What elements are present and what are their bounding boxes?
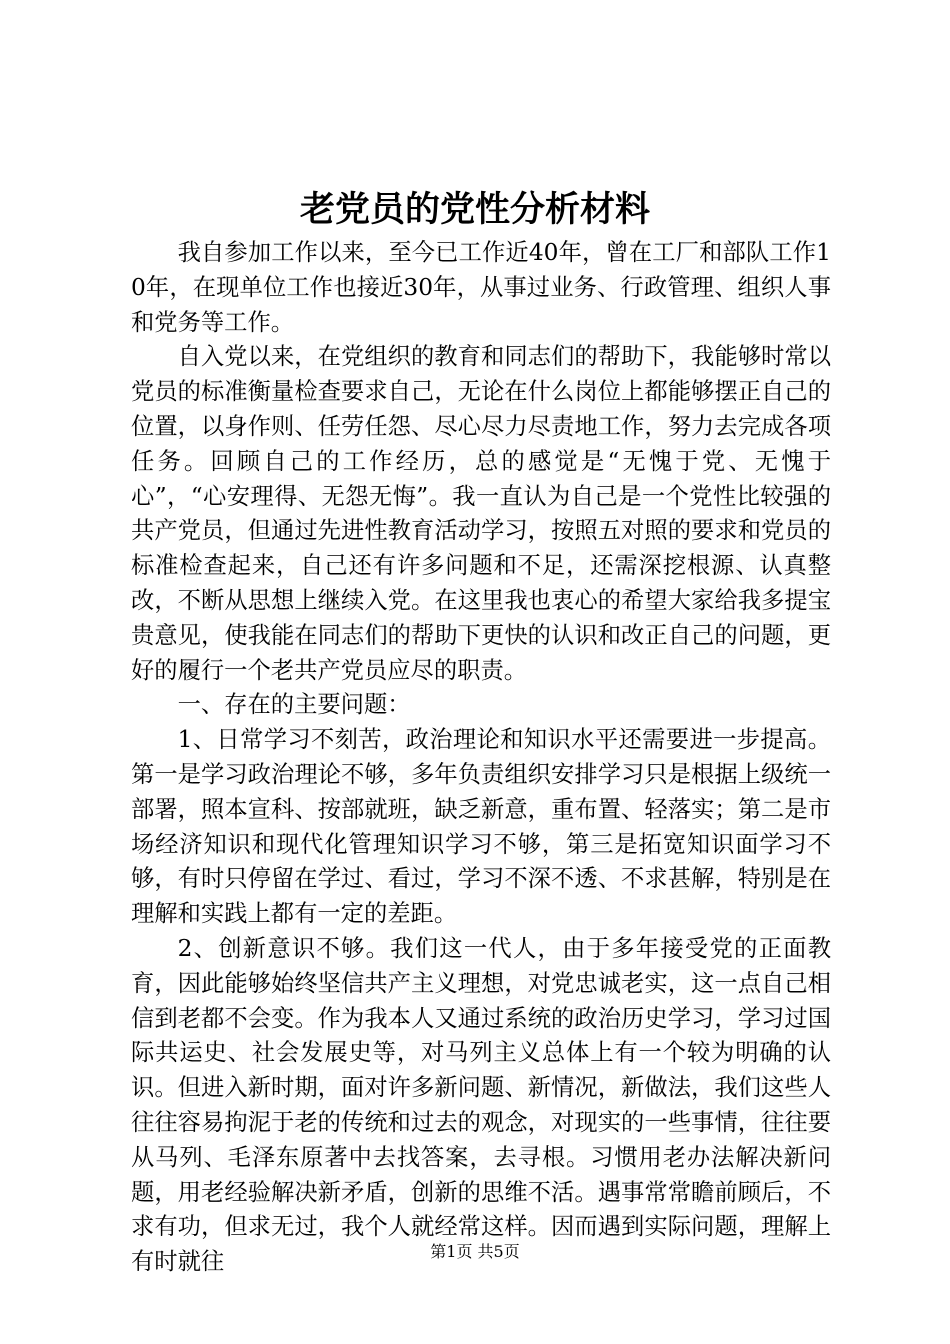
document-title: 老党员的党性分析材料 — [299, 189, 650, 230]
section-heading-problems: 一、存在的主要问题： — [177, 691, 411, 719]
paragraph-problem-1: 1、日常学习不刻苦，政治理论和知识水平还需要进一步提高。第一是学习政治理论不够，多年负责组织安排学习只是根据上级统一部署，照本宣科、按部就班，缺乏新意，重布置、轻落实；第二是市场经济知识和现代化管理知识学习不够，第三是拓宽知识面学习不够，有时只停留在学过、看过，学习不深不透、不求甚解，特别是在理解和实践上都有一定的差距。 — [131, 726, 831, 928]
page-footer: 第1页 共5页 — [430, 1242, 520, 1261]
paragraph-self-review: 自入党以来，在党组织的教育和同志们的帮助下，我能够时常以党员的标准衡量检查要求自己，无论在什么岗位上都能够摆正自己的位置，以身作则、任劳任怨、尽心尽力尽责地工作，努力去完成各项任务。回顾自己的工作经历，总的感觉是“无愧于党、无愧于心”，“心安理得、无怨无悔”。我一直认为自己是一个党性比较强的共产党员，但通过先进性教育活动学习，按照五对照的要求和党员的标准检查起来，自己还有许多问题和不足，还需深挖根源、认真整改，不断从思想上继续入党。在这里我也衷心的希望大家给我多提宝贵意见，使我能在同志们的帮助下更快的认识和改正自己的问题，更好的履行一个老共产党员应尽的职责。 — [131, 343, 831, 684]
paragraph-intro: 我自参加工作以来，至今已工作近40年，曾在工厂和部队工作10年，在现单位工作也接近30年，从事过业务、行政管理、组织人事和党务等工作。 — [131, 239, 831, 336]
document-body — [131, 236, 831, 1280]
paragraph-problem-2: 2、创新意识不够。我们这一代人，由于多年接受党的正面教育，因此能够始终坚信共产主义理想，对党忠诚老实，这一点自己相信到老都不会变。作为我本人又通过系统的政治历史学习，学习过国际共运史、社会发展史等，对马列主义总体上有一个较为明确的认识。但进入新时期，面对许多新问题、新情况，新做法，我们这些人往往容易拘泥于老的传统和过去的观念，对现实的一些事情，往往要从马列、毛泽东原著中去找答案，去寻根。习惯用老办法解决新问题，用老经验解决新矛盾，创新的思维不活。遇事常常瞻前顾后，不求有功，但求无过，我个人就经常这样。因而遇到实际问题，理解上有时就往 — [131, 934, 831, 1276]
